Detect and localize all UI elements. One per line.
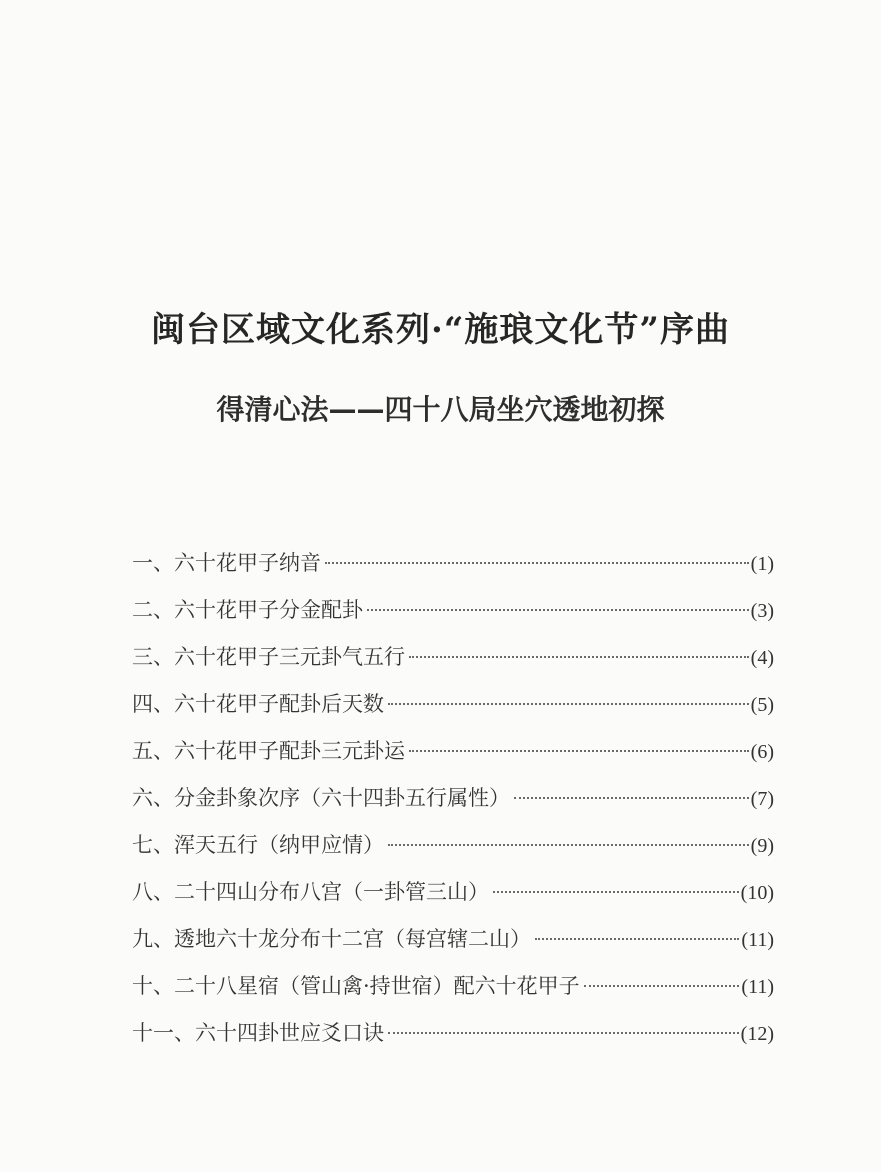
toc-entry-title: 十一、六十四卦世应爻口诀	[132, 1021, 384, 1045]
toc-page-number: (1)	[750, 553, 774, 575]
toc-entry-title: 五、六十花甲子配卦三元卦运	[132, 739, 405, 763]
toc-page-number: (11)	[741, 976, 774, 998]
toc-leader-dots	[325, 562, 749, 564]
toc-entry-title: 六、分金卦象次序（六十四卦五行属性）	[132, 786, 510, 810]
toc-entry-title: 十、二十八星宿（管山禽·持世宿）配六十花甲子	[132, 974, 580, 998]
toc-leader-dots	[388, 1032, 739, 1034]
toc-leader-dots	[409, 656, 749, 658]
toc-entry[interactable]	[132, 641, 774, 688]
toc-page-number: (12)	[740, 1023, 774, 1045]
toc-page-number: (10)	[740, 882, 774, 904]
series-title: 闽台区域文化系列·“施琅文化节”序曲	[151, 310, 730, 350]
table-of-contents	[132, 547, 774, 1064]
toc-leader-dots	[367, 609, 749, 611]
toc-page-number: (6)	[750, 741, 774, 763]
toc-entry[interactable]	[132, 688, 774, 735]
toc-page-number: (11)	[741, 929, 774, 951]
toc-leader-dots	[388, 703, 749, 705]
toc-entry[interactable]	[132, 735, 774, 782]
toc-entry[interactable]	[132, 970, 774, 1017]
toc-entry-title: 九、透地六十龙分布十二宫（每宫辖二山）	[132, 927, 531, 951]
toc-entry[interactable]	[132, 1017, 774, 1064]
toc-leader-dots	[409, 750, 749, 752]
toc-entry[interactable]	[132, 829, 774, 876]
toc-entry[interactable]	[132, 547, 774, 594]
toc-entry-title: 八、二十四山分布八宫（一卦管三山）	[132, 880, 489, 904]
toc-entry[interactable]	[132, 594, 774, 641]
toc-leader-dots	[514, 797, 749, 799]
toc-page-number: (7)	[750, 788, 774, 810]
toc-page-number: (4)	[750, 647, 774, 669]
toc-page-number: (5)	[750, 694, 774, 716]
toc-page-number: (3)	[750, 600, 774, 622]
toc-entry[interactable]	[132, 923, 774, 970]
toc-entry-title: 二、六十花甲子分金配卦	[132, 598, 363, 622]
toc-page-number: (9)	[750, 835, 774, 857]
toc-leader-dots	[535, 938, 739, 940]
toc-leader-dots	[388, 844, 749, 846]
toc-leader-dots	[584, 985, 740, 987]
toc-entry-title: 三、六十花甲子三元卦气五行	[132, 645, 405, 669]
toc-leader-dots	[493, 891, 739, 893]
toc-entry[interactable]	[132, 876, 774, 923]
toc-entry[interactable]	[132, 782, 774, 829]
book-subtitle: 得清心法——四十八局坐穴透地初探	[216, 393, 665, 426]
toc-entry-title: 七、浑天五行（纳甲应情）	[132, 833, 384, 857]
toc-entry-title: 一、六十花甲子纳音	[132, 551, 321, 575]
toc-entry-title: 四、六十花甲子配卦后天数	[132, 692, 384, 716]
